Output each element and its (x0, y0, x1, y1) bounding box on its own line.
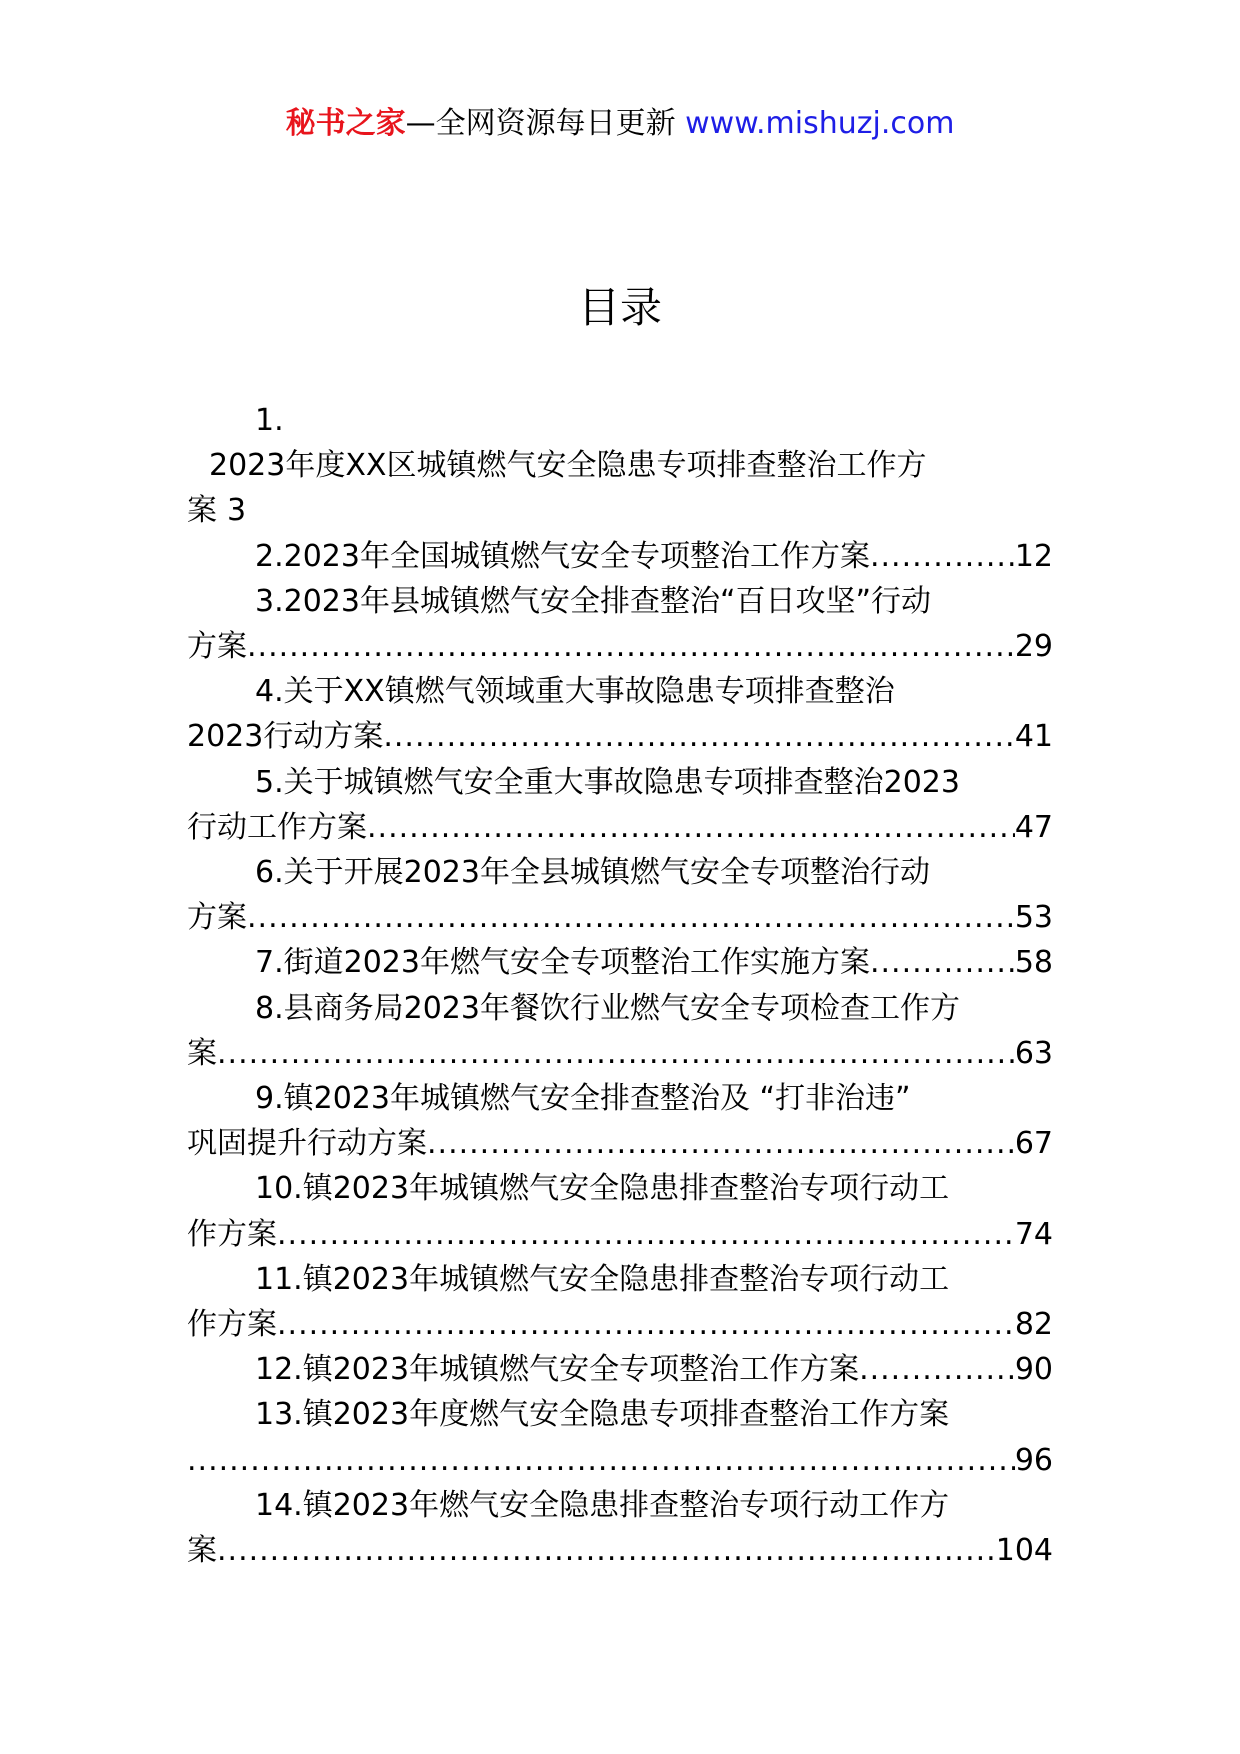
toc-entry-title-cont: 巩固提升行动方案 (187, 1126, 427, 1162)
toc-entry-title: 镇2023年城镇燃气安全隐患排查整治专项行动工 (302, 1171, 950, 1207)
toc-entry-title: 镇2023年城镇燃气安全专项整治工作方案 (302, 1352, 860, 1388)
toc-leader-dots (870, 534, 1015, 579)
toc-leader-dots (427, 1121, 1015, 1166)
toc-entry-title: 镇2023年燃气安全隐患排查整治专项行动工作方 (302, 1487, 950, 1523)
toc-entry-page: 29 (1014, 629, 1053, 665)
toc-entry-number: 7. (255, 945, 284, 981)
site-url-link[interactable]: www.mishuzj.com (685, 106, 955, 141)
toc-entry-number-line (187, 398, 1053, 443)
toc-leader-dots (247, 895, 1015, 940)
toc-leader-dots (870, 940, 1015, 985)
toc-entry-number: 2. (255, 538, 284, 574)
toc-entry[interactable] (187, 760, 1053, 850)
toc-entry-title: 关于开展2023年全县城镇燃气安全专项整治行动 (283, 855, 930, 891)
toc-entry-page: 58 (1014, 945, 1053, 981)
toc-entry-title: 2023年县城镇燃气安全排查整治“百日攻坚”行动 (283, 583, 932, 619)
toc-entry-number: 3. (255, 583, 284, 619)
toc-entry-title-cont: 方案 (187, 900, 247, 936)
page-title: 目录 (577, 283, 662, 332)
toc-entry[interactable] (187, 398, 1053, 534)
toc-entry-title-cont: 2023行动方案 (187, 719, 384, 755)
toc-entry-page: 82 (1014, 1307, 1053, 1343)
toc-entry-number: 9. (255, 1081, 284, 1117)
toc-entry-number: 14. (255, 1487, 303, 1523)
toc-entry[interactable] (187, 1347, 1053, 1392)
toc-entry-title-cont: 方案 (187, 629, 247, 665)
toc-leader-dots (187, 1438, 1015, 1483)
toc-entry-number: 11. (255, 1261, 303, 1297)
toc-entry-page: 104 (995, 1533, 1053, 1569)
toc-leader-dots (217, 1031, 1015, 1076)
toc-entry-title: 县商务局2023年餐饮行业燃气安全专项检查工作方 (283, 990, 960, 1026)
header-tagline: —全网资源每日更新 (405, 106, 676, 141)
toc-entry-number: 5. (255, 764, 284, 800)
toc-entry-title: 关于XX镇燃气领域重大事故隐患专项排查整治 (283, 674, 895, 710)
toc-entry-number: 13. (255, 1397, 303, 1433)
toc-entry[interactable] (187, 534, 1053, 579)
toc-entry[interactable] (187, 940, 1053, 985)
toc-entry-title-cont: 案 (187, 1533, 217, 1569)
toc-entry-continuation (187, 488, 1053, 533)
toc-entry[interactable] (187, 850, 1053, 940)
toc-entry-page: 90 (1014, 1352, 1053, 1388)
toc-entry-page: 96 (1014, 1442, 1053, 1478)
toc-entry-title: 2023年度XX区城镇燃气安全隐患专项排查整治工作方 (209, 448, 927, 484)
toc-leader-dots (277, 1212, 1015, 1257)
toc-entry-title: 关于城镇燃气安全重大事故隐患专项排查整治2023 (283, 764, 960, 800)
toc-leader-dots (217, 1528, 996, 1573)
toc-entry-title-cont: 案 (187, 1035, 217, 1071)
page-header (0, 104, 1240, 144)
toc-entry-number: 10. (255, 1171, 303, 1207)
toc-entry-title-cont: 作方案 (187, 1216, 277, 1252)
toc-entry[interactable] (187, 1257, 1053, 1347)
toc-entry-page: 74 (1014, 1216, 1053, 1252)
toc-entry-title-cont: 行动工作方案 (187, 809, 367, 845)
toc-leader-dots (383, 714, 1014, 759)
toc-entry[interactable] (187, 1483, 1053, 1573)
toc-entry-number: 1. (255, 403, 284, 438)
toc-entry-title-cont: 作方案 (187, 1307, 277, 1343)
toc-entry-page: 3 (227, 493, 247, 529)
toc-entry-title-cont: 案 (187, 493, 217, 529)
toc-entry[interactable] (187, 669, 1053, 759)
toc-entry-title: 镇2023年城镇燃气安全隐患排查整治专项行动工 (302, 1261, 950, 1297)
toc-entry[interactable] (187, 1166, 1053, 1256)
toc-entry-page: 47 (1014, 809, 1053, 845)
toc-entry[interactable] (187, 986, 1053, 1076)
brand-name: 秘书之家 (285, 106, 406, 141)
toc-entry-title-line (187, 443, 1053, 488)
toc-entry-number: 8. (255, 990, 284, 1026)
toc-entry-title: 2023年全国城镇燃气安全专项整治工作方案 (283, 538, 870, 574)
toc-entry-page: 53 (1014, 900, 1053, 936)
toc-entry-page: 67 (1014, 1126, 1053, 1162)
table-of-contents (187, 398, 1053, 1573)
toc-entry-number: 4. (255, 674, 284, 710)
toc-entry-page: 63 (1014, 1035, 1053, 1071)
toc-entry[interactable] (187, 1392, 1053, 1482)
toc-entry-number: 12. (255, 1352, 303, 1388)
toc-leader-dots (859, 1347, 1015, 1392)
toc-entry[interactable] (187, 579, 1053, 669)
toc-entry-page: 12 (1014, 538, 1053, 574)
toc-entry-number: 6. (255, 855, 284, 891)
toc-leader-dots (277, 1302, 1015, 1347)
toc-leader-dots (367, 805, 1015, 850)
toc-entry-title: 街道2023年燃气安全专项整治工作实施方案 (283, 945, 870, 981)
toc-entry-page: 41 (1014, 719, 1053, 755)
toc-leader-dots (247, 624, 1015, 669)
toc-entry-title: 镇2023年城镇燃气安全排查整治及 “打非治违” (283, 1081, 911, 1117)
toc-entry[interactable] (187, 1076, 1053, 1166)
toc-entry-title: 镇2023年度燃气安全隐患专项排查整治工作方案 (302, 1397, 950, 1433)
